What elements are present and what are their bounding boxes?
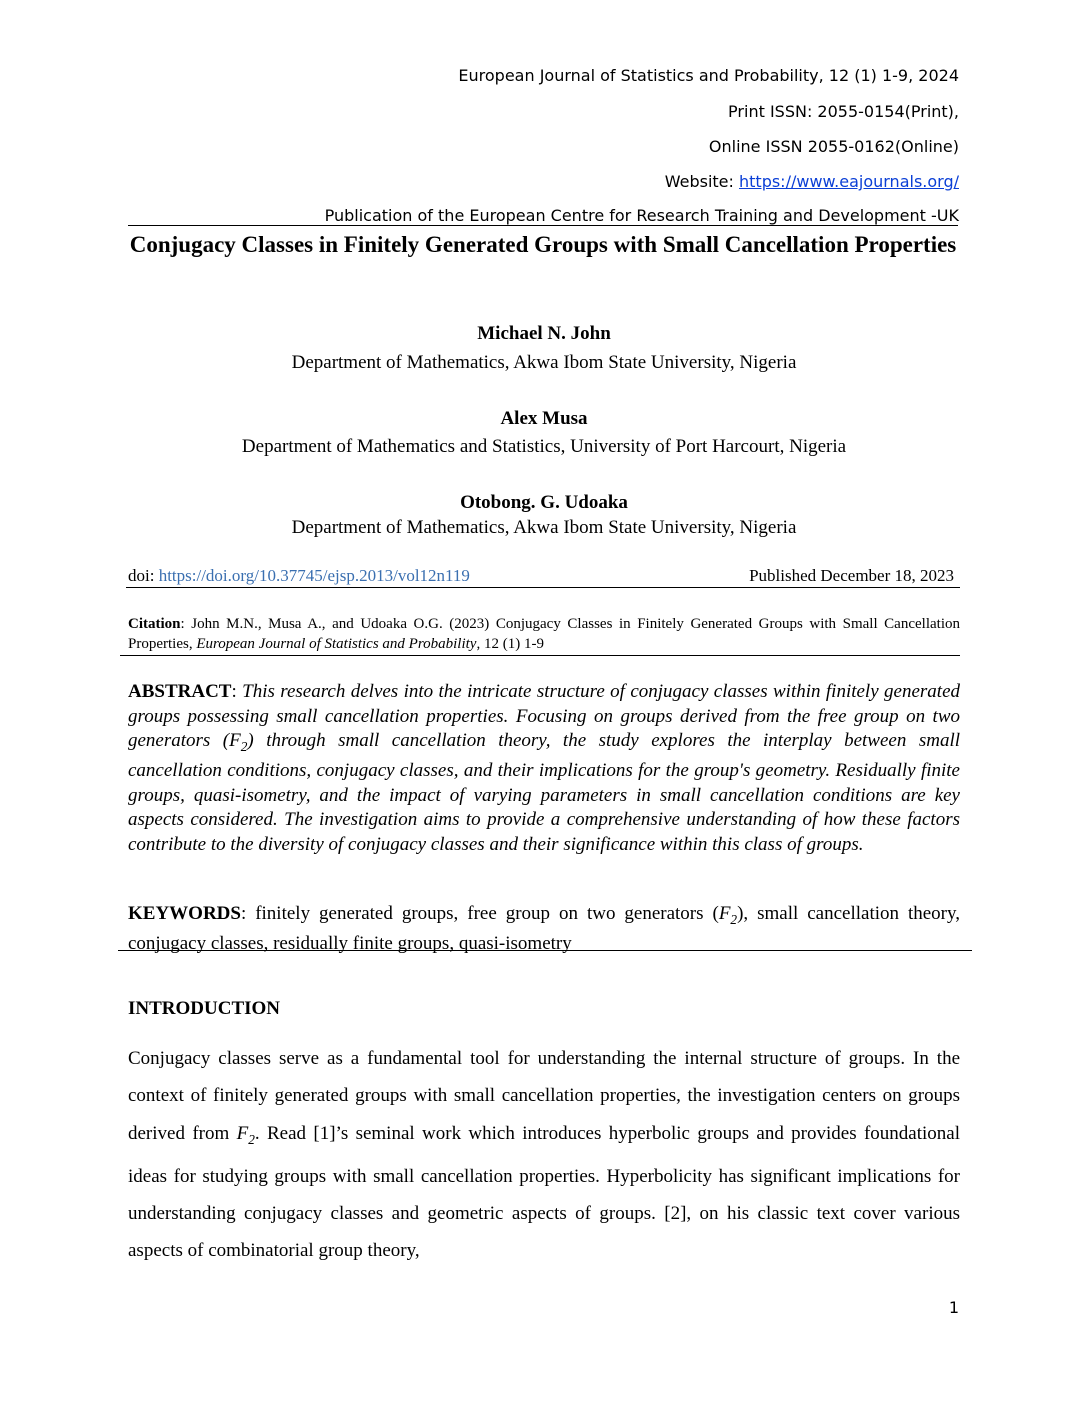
author-name: Michael N. John [477,323,611,344]
citation-text-end: , 12 (1) 1-9 [476,636,544,652]
math-letter: F [236,1122,249,1144]
website-label: Website: [664,172,739,191]
math-letter: F [229,730,241,751]
keywords-rule [118,950,972,951]
intro-text-cont: . Read [1]’s seminal work which introduces hyperbolic groups and provides foundational ideas for studying groups with small cancellation properties. Hyperbolicity has significant implications for understanding conjugacy classes and geometric aspects of groups. [2], on his classic text cover various aspects of combinatorial group theory, [128,1122,960,1262]
page-number: 1 [948,1298,959,1317]
intro-paragraph [128,1040,960,1270]
citation-text: : John M.N., Musa A., and Udoaka O.G. (2023) Conjugacy Classes in Finitely Generated Groups with Small Cancellation Properties, [128,616,960,652]
math-letter: F [718,903,731,924]
publisher-line: Publication of the European Centre for Research Training and Development -UK [324,206,959,225]
doi-line [128,566,954,586]
intro-text: Conjugacy classes serve as a fundamental tool for understanding the internal structure of groups. In the context of finitely generated groups with small cancellation properties, the investigation centers on groups derived from [128,1048,960,1144]
keywords-text-cont: ), small cancellation theory, conjugacy classes, residually finite groups, quasi-isometry [128,903,961,954]
citation-rule [120,655,960,656]
journal-line: European Journal of Statistics and Probability, 12 (1) 1-9, 2024 [458,66,959,85]
website-link[interactable]: https://www.eajournals.org/ [739,172,959,191]
keywords-text: : finitely generated groups, free group on two generators ( [240,903,719,924]
math-subscript: 2 [730,911,738,927]
abstract-text: This research delves into the intricate structure of conjugacy classes within finitely generated groups possessing small cancellation properties. Focusing on groups derived from the free group on two generators ( [128,681,960,751]
keywords [128,902,960,956]
paper-title: Conjugacy Classes in Finitely Generated Groups with Small Cancellation Properties [129,232,957,257]
math-symbol [236,1122,255,1147]
print-issn: Print ISSN: 2055-0154(Print), [728,102,959,121]
citation [128,614,960,654]
doi-label: doi: [128,566,159,585]
section-heading: INTRODUCTION [128,998,281,1019]
citation-journal: European Journal of Statistics and Probability [196,636,477,652]
citation-label: Citation [128,616,181,632]
author-affiliation: Department of Mathematics, Akwa Ibom State University, Nigeria [291,517,797,538]
math-subscript: 2 [240,738,248,754]
math-symbol [718,903,738,927]
abstract-sep: : [231,681,243,702]
abstract-text-cont: ) through small cancellation theory, the study explores the interplay between small cancellation conditions, conjugacy classes, and their implications for the group's geometry. Residually finite groups, quasi-isometry, and the impact of varying parameters in small cancellation conditions are key aspects considered. The investigation aims to provide a comprehensive understanding of how these factors contribute to the diversity of conjugacy classes and their significance within this class of groups. [128,730,960,855]
website-line [665,172,959,191]
online-issn: Online ISSN 2055-0162(Online) [708,137,959,156]
abstract-label: ABSTRACT [128,681,232,702]
author-affiliation: Department of Mathematics and Statistics, University of Port Harcourt, Nigeria [241,436,847,457]
doi-link[interactable]: https://doi.org/10.37745/ejsp.2013/vol12n119 [158,566,470,585]
abstract [128,680,960,857]
math-subscript: 2 [248,1131,255,1147]
keywords-label: KEYWORDS [128,903,241,924]
author-name: Otobong. G. Udoaka [460,492,628,513]
math-symbol [229,730,248,754]
doi-rule [126,587,960,588]
doi [128,566,470,586]
author-name: Alex Musa [500,408,588,429]
header-rule [128,225,958,226]
published-date: Published December 18, 2023 [749,566,954,585]
author-affiliation: Department of Mathematics, Akwa Ibom State University, Nigeria [291,352,797,373]
